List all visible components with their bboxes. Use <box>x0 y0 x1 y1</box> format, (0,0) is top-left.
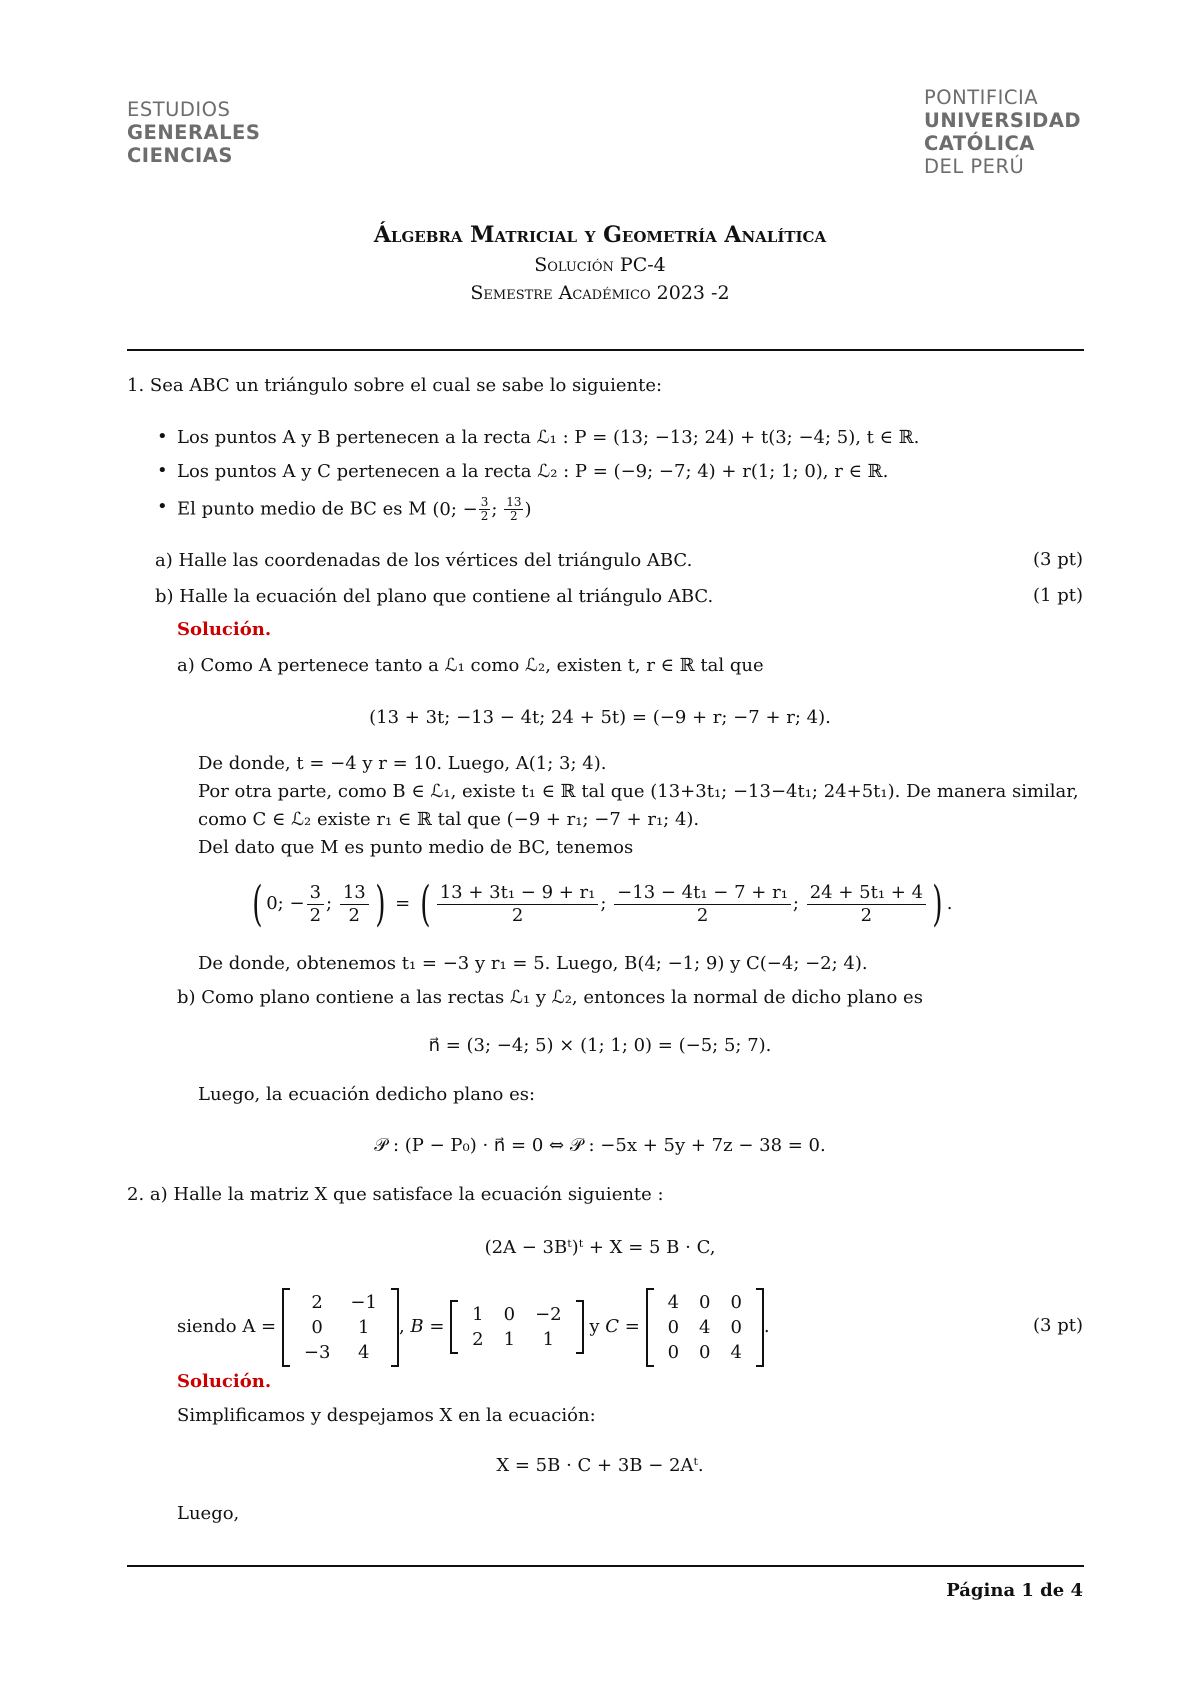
solution-a-text: De donde, t = −4 y r = 10. Luego, A(1; 3; 4). <box>198 753 607 774</box>
matrix-c: 4 0 0 0 4 0 0 0 4 <box>646 1288 764 1367</box>
item-a-points: (3 pt) <box>1033 549 1083 570</box>
solution-label: Solución. <box>177 619 272 640</box>
top-rule <box>127 349 1084 351</box>
siendo-label: siendo A = <box>177 1316 277 1337</box>
right-logo <box>924 86 1081 178</box>
solution-a-text: como C ∈ ℒ₂ existe r₁ ∈ ℝ tal que (−9 + r₁; −7 + r₁; 4). <box>198 809 700 830</box>
bottom-rule <box>127 1565 1084 1567</box>
matrix-b: 1 0 −2 2 1 1 <box>450 1300 583 1354</box>
semester-label: Semestre Académico 2023 -2 <box>470 282 730 304</box>
bullet-item: Los puntos A y C pertenecen a la recta ℒ₂ : P = (−9; −7; 4) + r(1; 1; 0), r ∈ ℝ. <box>177 461 889 482</box>
midpoint-coordinates: (0; − $\frac{3}{2}$ ; $\frac{13}{2}$ ) <box>432 495 532 523</box>
left-logo-line: CIENCIAS <box>127 144 233 167</box>
solution-a-text: a) Como A pertenece tanto a ℒ₁ como ℒ₂, existen t, r ∈ ℝ tal que <box>177 655 764 676</box>
solution-a-result: De donde, obtenemos t₁ = −3 y r₁ = 5. Luego, B(4; −1; 9) y C(−4; −2; 4). <box>198 953 868 974</box>
normal-equation: n⃗ = (3; −4; 5) × (1; 1; 0) = (−5; 5; 7). <box>428 1035 772 1056</box>
right-logo-line: UNIVERSIDAD <box>924 109 1082 132</box>
page-number: Página 1 de 4 <box>946 1580 1083 1601</box>
solution-b-text: b) Como plano contiene a las rectas ℒ₁ y ℒ₂, entonces la normal de dicho plano es <box>177 987 923 1008</box>
matrix-a: 2 −1 0 1 −3 4 <box>282 1288 399 1367</box>
left-logo <box>127 98 260 167</box>
item-b: b) Halle la ecuación del plano que contiene al triángulo ABC. <box>155 586 714 607</box>
matrices-line: siendo A = 2 −1 0 1 −3 4 , B = 1 0 −2 2 1 1 y C = 4 0 0 0 4 0 0 0 4 . <box>177 1282 770 1372</box>
bullet-icon: • <box>157 496 168 517</box>
bullet-item-midpoint <box>177 496 532 523</box>
equation-1: (13 + 3t; −13 − 4t; 24 + 5t) = (−9 + r; −7 + r; 4). <box>369 707 831 728</box>
problem-2-luego: Luego, <box>177 1503 240 1524</box>
problem-2-points: (3 pt) <box>1033 1315 1083 1336</box>
right-logo-line: CATÓLICA <box>924 132 1035 155</box>
problem-1-intro: 1. Sea ABC un triángulo sobre el cual se sabe lo siguiente: <box>127 375 663 396</box>
item-a: a) Halle las coordenadas de los vértices del triángulo ABC. <box>155 550 693 571</box>
problem-2-simplify: Simplificamos y despejamos X en la ecuación: <box>177 1405 596 1426</box>
bullet-item: Los puntos A y B pertenecen a la recta ℒ₁ : P = (13; −13; 24) + t(3; −4; 5), t ∈ ℝ. <box>177 427 920 448</box>
solution-label: Solución. <box>177 1371 272 1392</box>
solution-a-text: Por otra parte, como B ∈ ℒ₁, existe t₁ ∈ ℝ tal que (13+3t₁; −13−4t₁; 24+5t₁). De manera similar, <box>198 781 1079 802</box>
midpoint-equation: ( 0; − $\frac{3}{2}$ ; $\frac{13}{2}$ ) = ( $\frac{\text{13 + 3t₁ − 9 + r₁}}{2}$ ; $\frac{\text{−13 − 4t₁ − 7 + r₁}}{2}$ ; $\frac{\text{24 + 5t₁ + 4}}{2}$ ) . <box>251 876 953 932</box>
problem-2-intro: 2. a) Halle la matriz X que satisface la ecuación siguiente : <box>127 1184 664 1205</box>
item-b-points: (1 pt) <box>1033 585 1083 606</box>
left-logo-line: GENERALES <box>127 121 261 144</box>
document-title: Álgebra Matricial y Geometría Analítica <box>373 222 827 248</box>
right-logo-line: DEL PERÚ <box>924 155 1025 178</box>
plane-equation: 𝒫 : (P − P₀) · n⃗ = 0 ⇔ 𝒫 : −5x + 5y + 7z − 38 = 0. <box>374 1135 826 1156</box>
left-logo-line: ESTUDIOS <box>127 98 231 121</box>
right-logo-line: PONTIFICIA <box>924 86 1039 109</box>
solution-a-text: Del dato que M es punto medio de BC, tenemos <box>198 837 634 858</box>
solution-b-text: Luego, la ecuación dedicho plano es: <box>198 1084 536 1105</box>
problem-2-equation: (2A − 3Bᵗ)ᵗ + X = 5 B · C, <box>484 1237 716 1258</box>
document-subtitle: Solución PC-4 <box>534 254 666 276</box>
x-equation: X = 5B · C + 3B − 2Aᵗ. <box>496 1455 704 1476</box>
midpoint-text: El punto medio de BC es M <box>177 498 427 520</box>
bullet-icon: • <box>157 426 168 447</box>
bullet-icon: • <box>157 460 168 481</box>
